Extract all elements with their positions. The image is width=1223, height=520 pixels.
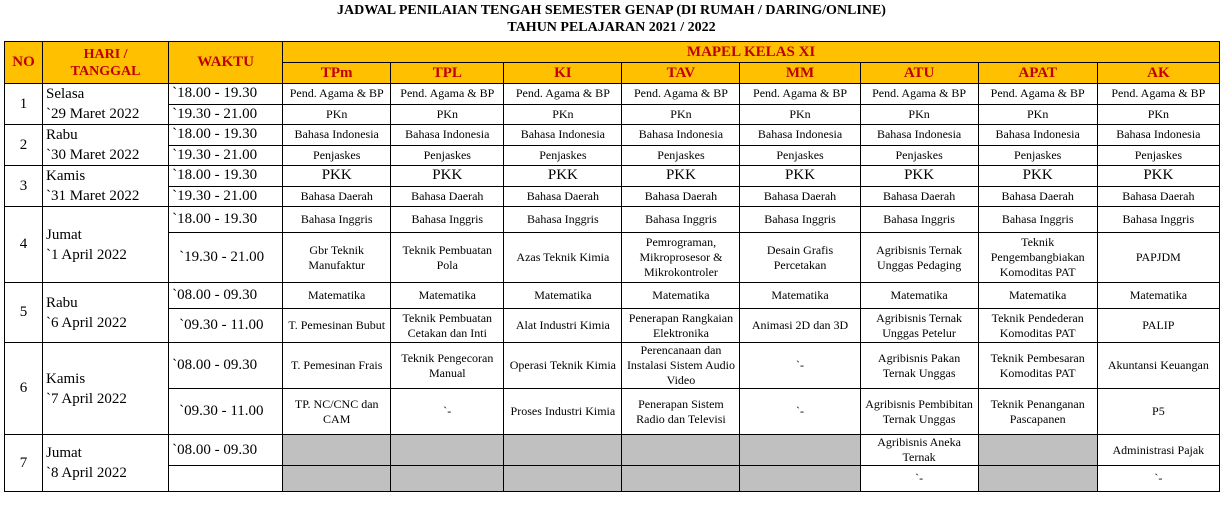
- subject-cell-tav: Penerapan Sistem Radio dan Televisi: [622, 389, 740, 435]
- subject-cell-ki: [504, 435, 622, 466]
- date-text: `30 Maret 2022: [46, 147, 140, 163]
- subject-cell-tpl: Pend. Agama & BP: [391, 84, 504, 105]
- subject-cell-atu: Agribisnis Aneka Ternak: [860, 435, 978, 466]
- subject-cell-atu: PKK: [860, 166, 978, 187]
- schedule-row: [5, 283, 1220, 309]
- header-hari-line: HARI /: [83, 46, 128, 62]
- schedule-row: [5, 207, 1220, 233]
- schedule-row: [5, 125, 1220, 146]
- time-slot: `08.00 - 09.30: [169, 343, 283, 389]
- date-text: `29 Maret 2022: [46, 106, 140, 122]
- subject-cell-tpl: Bahasa Daerah: [391, 186, 504, 207]
- header-class-ak: AK: [1097, 63, 1219, 84]
- time-slot: [169, 466, 283, 492]
- subject-cell-tav: Bahasa Daerah: [622, 186, 740, 207]
- schedule-table: [4, 41, 1220, 492]
- subject-cell-tpl: Teknik Pengecoran Manual: [391, 343, 504, 389]
- time-slot: `09.30 - 11.00: [169, 389, 283, 435]
- subject-cell-tpl: [391, 466, 504, 492]
- header-hari-tanggal: [43, 42, 169, 84]
- row-number: 5: [5, 283, 43, 343]
- row-number: 6: [5, 343, 43, 435]
- subject-cell-mm: Desain Grafis Percetakan: [740, 233, 860, 283]
- subject-cell-ak: Akuntansi Keuangan: [1097, 343, 1219, 389]
- subject-cell-tpl: Matematika: [391, 283, 504, 309]
- subject-cell-apat: [978, 466, 1097, 492]
- subject-cell-tpl: Teknik Pembuatan Pola: [391, 233, 504, 283]
- subject-cell-mm: Bahasa Daerah: [740, 186, 860, 207]
- subject-cell-mm: [740, 435, 860, 466]
- subject-cell-tpl: PKK: [391, 166, 504, 187]
- header-waktu: WAKTU: [169, 42, 283, 84]
- subject-cell-tav: Perencanaan dan Instalasi Sistem Audio Video: [622, 343, 740, 389]
- subject-cell-atu: Penjaskes: [860, 145, 978, 166]
- subject-cell-ki: [504, 466, 622, 492]
- day-name: Selasa: [46, 86, 85, 102]
- subject-cell-mm: PKn: [740, 104, 860, 125]
- day-date-cell: [43, 207, 169, 283]
- time-slot: `18.00 - 19.30: [169, 166, 283, 187]
- header-tanggal-line: TANGGAL: [70, 63, 141, 79]
- school-year-title: TAHUN PELAJARAN 2021 / 2022: [507, 20, 716, 35]
- time-slot: `08.00 - 09.30: [169, 435, 283, 466]
- subject-cell-tav: Pemrograman, Mikroprosesor & Mikrokontroler: [622, 233, 740, 283]
- time-slot: `19.30 - 21.00: [169, 104, 283, 125]
- subject-cell-ak: P5: [1097, 389, 1219, 435]
- day-name: Kamis: [46, 371, 86, 387]
- subject-cell-tpm: Bahasa Inggris: [283, 207, 391, 233]
- subject-cell-apat: Pend. Agama & BP: [978, 84, 1097, 105]
- subject-cell-apat: PKn: [978, 104, 1097, 125]
- schedule-row: [5, 466, 1220, 492]
- subject-cell-ak: Bahasa Inggris: [1097, 207, 1219, 233]
- subject-cell-apat: Bahasa Daerah: [978, 186, 1097, 207]
- subject-cell-ak: PKK: [1097, 166, 1219, 187]
- header-class-tpl: TPL: [391, 63, 504, 84]
- header-class-tav: TAV: [622, 63, 740, 84]
- subject-cell-ki: Matematika: [504, 283, 622, 309]
- schedule-row: [5, 166, 1220, 187]
- subject-cell-apat: Bahasa Indonesia: [978, 125, 1097, 146]
- header-row-1: [5, 42, 1220, 63]
- subject-cell-tpm: TP. NC/CNC dan CAM: [283, 389, 391, 435]
- subject-cell-atu: PKn: [860, 104, 978, 125]
- subject-cell-ak: Penjaskes: [1097, 145, 1219, 166]
- subject-cell-ki: PKK: [504, 166, 622, 187]
- header-class-apat: APAT: [978, 63, 1097, 84]
- subject-cell-ki: Bahasa Indonesia: [504, 125, 622, 146]
- day-date-cell: [43, 84, 169, 125]
- schedule-row: [5, 186, 1220, 207]
- subject-cell-apat: Bahasa Inggris: [978, 207, 1097, 233]
- subject-cell-tpl: Bahasa Inggris: [391, 207, 504, 233]
- row-number: 4: [5, 207, 43, 283]
- subject-cell-ak: `-: [1097, 466, 1219, 492]
- row-number: 7: [5, 435, 43, 492]
- subject-cell-ak: PKn: [1097, 104, 1219, 125]
- schedule-row: [5, 233, 1220, 283]
- subject-cell-atu: Bahasa Daerah: [860, 186, 978, 207]
- schedule-row: [5, 435, 1220, 466]
- subject-cell-mm: `-: [740, 343, 860, 389]
- schedule-row: [5, 343, 1220, 389]
- subject-cell-tpl: Teknik Pembuatan Cetakan dan Inti: [391, 309, 504, 343]
- subject-cell-mm: Bahasa Inggris: [740, 207, 860, 233]
- row-number: 3: [5, 166, 43, 207]
- day-date-cell: [43, 343, 169, 435]
- day-date-cell: [43, 435, 169, 492]
- header-no: NO: [5, 42, 43, 84]
- day-name: Jumat: [46, 227, 82, 243]
- date-text: `6 April 2022: [46, 315, 127, 331]
- subject-cell-tpm: Penjaskes: [283, 145, 391, 166]
- subject-cell-tpm: Bahasa Daerah: [283, 186, 391, 207]
- subject-cell-ki: Operasi Teknik Kimia: [504, 343, 622, 389]
- subject-cell-ak: PAPJDM: [1097, 233, 1219, 283]
- subject-cell-atu: Agribisnis Ternak Unggas Pedaging: [860, 233, 978, 283]
- subject-cell-ki: Proses Industri Kimia: [504, 389, 622, 435]
- subject-cell-apat: [978, 435, 1097, 466]
- subject-cell-mm: Matematika: [740, 283, 860, 309]
- subject-cell-atu: Matematika: [860, 283, 978, 309]
- subject-cell-tav: PKK: [622, 166, 740, 187]
- schedule-row: [5, 145, 1220, 166]
- subject-cell-mm: Pend. Agama & BP: [740, 84, 860, 105]
- subject-cell-tav: [622, 435, 740, 466]
- subject-cell-tav: Penerapan Rangkaian Elektronika: [622, 309, 740, 343]
- time-slot: `08.00 - 09.30: [169, 283, 283, 309]
- subject-cell-mm: Bahasa Indonesia: [740, 125, 860, 146]
- header-class-ki: KI: [504, 63, 622, 84]
- subject-cell-tpm: T. Pemesinan Bubut: [283, 309, 391, 343]
- subject-cell-tav: PKn: [622, 104, 740, 125]
- subject-cell-atu: `-: [860, 466, 978, 492]
- subject-cell-mm: Animasi 2D dan 3D: [740, 309, 860, 343]
- subject-cell-tpm: PKn: [283, 104, 391, 125]
- subject-cell-tpm: [283, 466, 391, 492]
- subject-cell-tpm: [283, 435, 391, 466]
- subject-cell-apat: PKK: [978, 166, 1097, 187]
- subject-cell-ki: Bahasa Daerah: [504, 186, 622, 207]
- date-text: `1 April 2022: [46, 247, 127, 263]
- schedule-row: [5, 309, 1220, 343]
- day-date-cell: [43, 283, 169, 343]
- schedule-row: [5, 84, 1220, 105]
- date-text: `8 April 2022: [46, 465, 127, 481]
- subject-cell-tpm: Pend. Agama & BP: [283, 84, 391, 105]
- subject-cell-atu: Bahasa Inggris: [860, 207, 978, 233]
- day-name: Kamis: [46, 168, 86, 184]
- time-slot: `19.30 - 21.00: [169, 186, 283, 207]
- subject-cell-mm: [740, 466, 860, 492]
- time-slot: `18.00 - 19.30: [169, 84, 283, 105]
- schedule-row: [5, 389, 1220, 435]
- subject-cell-ak: Matematika: [1097, 283, 1219, 309]
- subject-cell-tpm: Matematika: [283, 283, 391, 309]
- subject-cell-ak: Bahasa Indonesia: [1097, 125, 1219, 146]
- schedule-row: [5, 104, 1220, 125]
- subject-cell-ki: Azas Teknik Kimia: [504, 233, 622, 283]
- subject-cell-tpm: T. Pemesinan Frais: [283, 343, 391, 389]
- subject-cell-mm: Penjaskes: [740, 145, 860, 166]
- date-text: `31 Maret 2022: [46, 188, 140, 204]
- subject-cell-ak: Administrasi Pajak: [1097, 435, 1219, 466]
- header-class-mm: MM: [740, 63, 860, 84]
- subject-cell-mm: PKK: [740, 166, 860, 187]
- subject-cell-atu: Pend. Agama & BP: [860, 84, 978, 105]
- subject-cell-tpl: Penjaskes: [391, 145, 504, 166]
- subject-cell-ki: Bahasa Inggris: [504, 207, 622, 233]
- time-slot: `19.30 - 21.00: [169, 145, 283, 166]
- header-class-atu: ATU: [860, 63, 978, 84]
- subject-cell-tav: Bahasa Indonesia: [622, 125, 740, 146]
- subject-cell-tav: Matematika: [622, 283, 740, 309]
- time-slot: `18.00 - 19.30: [169, 207, 283, 233]
- subject-cell-ak: Bahasa Daerah: [1097, 186, 1219, 207]
- subject-cell-mm: `-: [740, 389, 860, 435]
- subject-cell-tpm: Gbr Teknik Manufaktur: [283, 233, 391, 283]
- subject-cell-tpm: Bahasa Indonesia: [283, 125, 391, 146]
- schedule-body: [5, 84, 1220, 492]
- subject-cell-ki: Pend. Agama & BP: [504, 84, 622, 105]
- subject-cell-atu: Agribisnis Pakan Ternak Unggas: [860, 343, 978, 389]
- subject-cell-tav: [622, 466, 740, 492]
- subject-cell-ak: Pend. Agama & BP: [1097, 84, 1219, 105]
- row-number: 2: [5, 125, 43, 166]
- subject-cell-ki: Alat Industri Kimia: [504, 309, 622, 343]
- day-date-cell: [43, 125, 169, 166]
- subject-cell-atu: Agribisnis Pembibitan Ternak Unggas: [860, 389, 978, 435]
- subject-cell-apat: Penjaskes: [978, 145, 1097, 166]
- subject-cell-apat: Teknik Pendederan Komoditas PAT: [978, 309, 1097, 343]
- date-text: `7 April 2022: [46, 391, 127, 407]
- row-number: 1: [5, 84, 43, 125]
- subject-cell-tav: Penjaskes: [622, 145, 740, 166]
- subject-cell-ak: PALIP: [1097, 309, 1219, 343]
- subject-cell-tav: Pend. Agama & BP: [622, 84, 740, 105]
- day-name: Rabu: [46, 127, 78, 143]
- header-mapel: MAPEL KELAS XI: [283, 42, 1220, 63]
- day-date-cell: [43, 166, 169, 207]
- subject-cell-tpl: PKn: [391, 104, 504, 125]
- time-slot: `19.30 - 21.00: [169, 233, 283, 283]
- time-slot: `18.00 - 19.30: [169, 125, 283, 146]
- subject-cell-ki: PKn: [504, 104, 622, 125]
- schedule-title: JADWAL PENILAIAN TENGAH SEMESTER GENAP (DI RUMAH / DARING/ONLINE): [337, 3, 886, 18]
- day-name: Rabu: [46, 295, 78, 311]
- header-class-tpm: TPm: [283, 63, 391, 84]
- subject-cell-tpl: `-: [391, 389, 504, 435]
- subject-cell-tav: Bahasa Inggris: [622, 207, 740, 233]
- subject-cell-apat: Matematika: [978, 283, 1097, 309]
- subject-cell-tpm: PKK: [283, 166, 391, 187]
- time-slot: `09.30 - 11.00: [169, 309, 283, 343]
- subject-cell-atu: Bahasa Indonesia: [860, 125, 978, 146]
- day-name: Jumat: [46, 445, 82, 461]
- subject-cell-tpl: Bahasa Indonesia: [391, 125, 504, 146]
- subject-cell-tpl: [391, 435, 504, 466]
- subject-cell-apat: Teknik Pembesaran Komoditas PAT: [978, 343, 1097, 389]
- subject-cell-atu: Agribisnis Ternak Unggas Petelur: [860, 309, 978, 343]
- subject-cell-apat: Teknik Pengembangbiakan Komoditas PAT: [978, 233, 1097, 283]
- subject-cell-apat: Teknik Penanganan Pascapanen: [978, 389, 1097, 435]
- subject-cell-ki: Penjaskes: [504, 145, 622, 166]
